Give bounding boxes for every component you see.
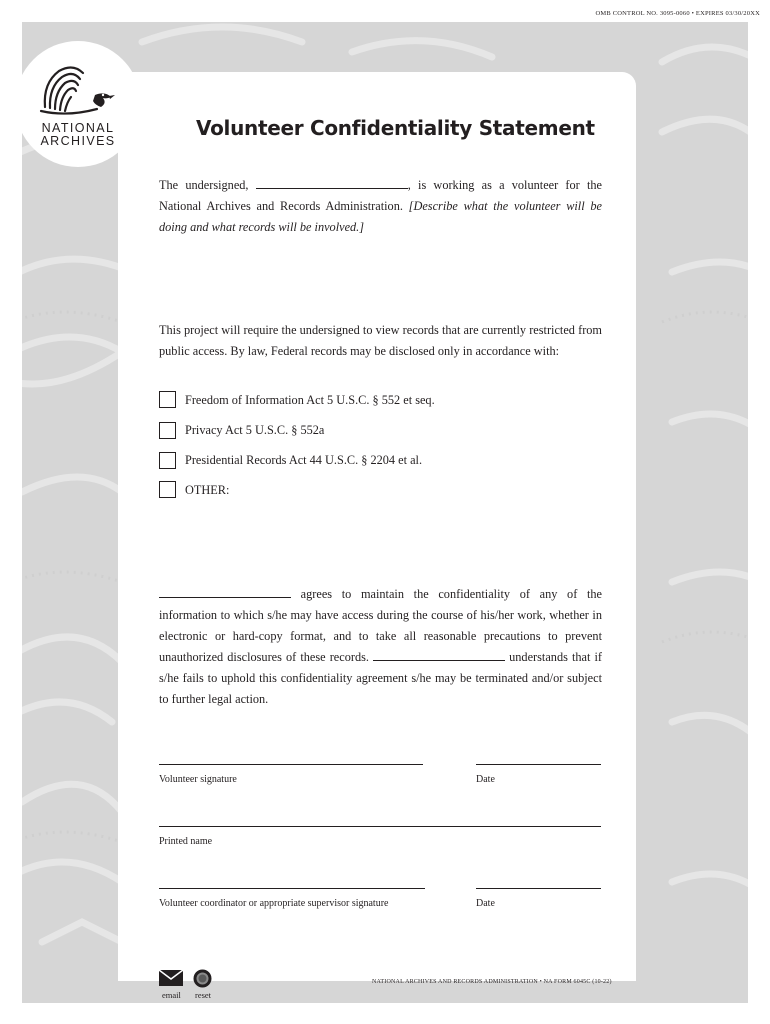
eagle-icon bbox=[37, 61, 119, 123]
date-field-1[interactable] bbox=[476, 764, 601, 765]
date-field-2[interactable] bbox=[476, 888, 601, 889]
checkbox-privacy-act[interactable] bbox=[159, 422, 176, 439]
omb-control-number: OMB CONTROL NO. 3095-0060 • EXPIRES 03/30/20XX bbox=[595, 10, 760, 17]
email-label: email bbox=[162, 990, 181, 1000]
agreement-paragraph bbox=[159, 584, 602, 710]
checkbox-other[interactable] bbox=[159, 481, 176, 498]
checkbox-other-label: OTHER: bbox=[185, 483, 230, 497]
email-button[interactable] bbox=[158, 968, 184, 988]
reset-button[interactable] bbox=[193, 969, 212, 988]
volunteer-signature-field[interactable] bbox=[159, 764, 423, 765]
intro-paragraph bbox=[159, 175, 602, 238]
logo-text-archives: ARCHIVES bbox=[40, 134, 116, 148]
coordinator-signature-field[interactable] bbox=[159, 888, 425, 889]
date-label-1: Date bbox=[476, 774, 495, 785]
agreeing-volunteer-name-field[interactable] bbox=[159, 585, 291, 598]
intro-text-middle: , is working as a volunteer for the National Archives and Records Administration. bbox=[159, 178, 602, 213]
checkbox-foia-label: Freedom of Information Act 5 U.S.C. § 552 et seq. bbox=[185, 393, 435, 407]
understanding-volunteer-name-field[interactable] bbox=[373, 648, 505, 661]
checkbox-presidential-records[interactable] bbox=[159, 452, 176, 469]
coordinator-signature-label: Volunteer coordinator or appropriate supervisor signature bbox=[159, 898, 389, 909]
logo-text-national: NATIONAL bbox=[41, 121, 115, 135]
national-archives-logo bbox=[15, 41, 141, 167]
intro-text-start: The undersigned, bbox=[159, 178, 256, 192]
reset-icon bbox=[193, 969, 212, 988]
checkbox-privacy-act-label: Privacy Act 5 U.S.C. § 552a bbox=[185, 423, 325, 437]
volunteer-name-field[interactable] bbox=[256, 176, 408, 189]
printed-name-label: Printed name bbox=[159, 836, 213, 847]
form-title: Volunteer Confidentiality Statement bbox=[196, 116, 595, 140]
date-label-2: Date bbox=[476, 898, 495, 909]
checkbox-presidential-records-label: Presidential Records Act 44 U.S.C. § 2204 et al. bbox=[185, 453, 423, 467]
intro-instruction: [Describe what the volunteer will be doing and what records will be involved.] bbox=[159, 199, 602, 234]
printed-name-field[interactable] bbox=[159, 826, 601, 827]
restricted-paragraph: This project will require the undersigned to view records that are currently restricted from public access. By law, Federal records may be disclosed only in accordance with: bbox=[159, 323, 602, 358]
other-description-field[interactable] bbox=[185, 505, 602, 565]
agreement-text-start: agrees to maintain the confidentiality of any of the information to which s/he may have access during the course of his/her work, whether in electronic or hard-copy format, and to take all reasonable precautions to prevent unauthorized disclosures of these records. bbox=[159, 587, 602, 664]
footer-form-id: NATIONAL ARCHIVES AND RECORDS ADMINISTRATION • NA FORM 6045C (10-22) bbox=[372, 979, 612, 985]
reset-label: reset bbox=[195, 990, 212, 1000]
description-field[interactable] bbox=[159, 240, 602, 310]
checkbox-foia[interactable] bbox=[159, 391, 176, 408]
envelope-icon bbox=[158, 968, 184, 988]
agreement-text-end: understands that if s/he fails to uphold this confidentiality agreement s/he may be terminated and/or subject to further legal action. bbox=[159, 650, 602, 706]
volunteer-signature-label: Volunteer signature bbox=[159, 774, 237, 785]
